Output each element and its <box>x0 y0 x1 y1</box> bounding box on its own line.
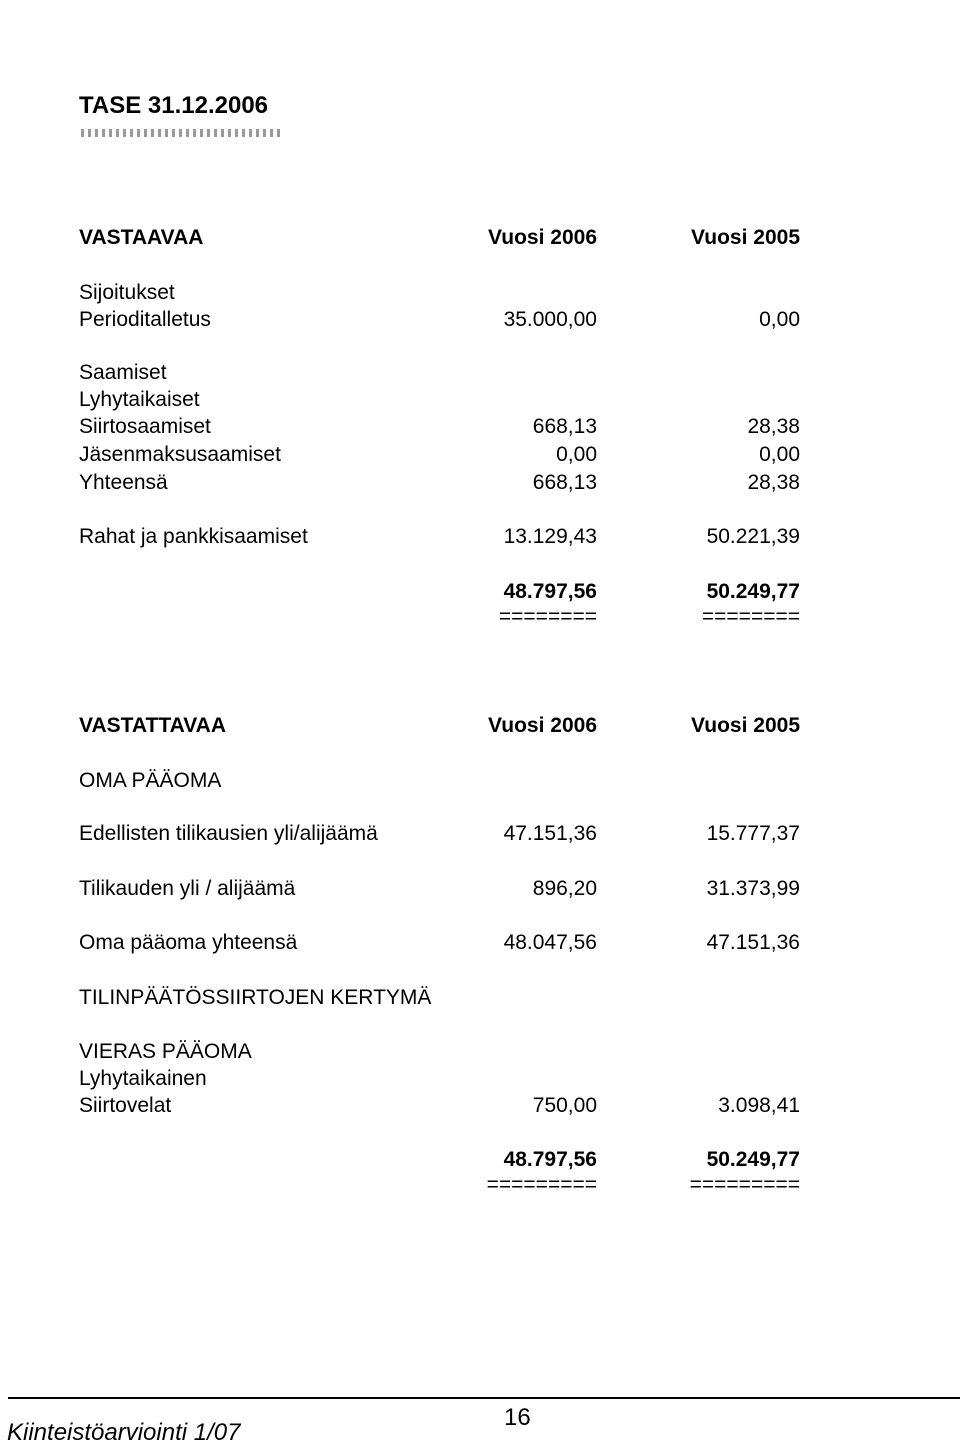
membership-receivables-label: Jäsenmaksusaamiset <box>79 443 281 466</box>
debt-heading-row <box>0 1038 960 1066</box>
short-term-receivables-heading: Lyhytaikaiset <box>79 388 200 411</box>
assets-total-row <box>0 578 960 606</box>
period-result-row <box>0 875 960 903</box>
liabilities-header-row <box>0 712 960 740</box>
equity-heading: OMA PÄÄOMA <box>79 769 222 792</box>
footer-document-name: Kiinteistöarviointi 1/07 <box>7 1419 241 1446</box>
receivables-total-label: Yhteensä <box>79 471 168 494</box>
debt-heading: VIERAS PÄÄOMA <box>79 1040 252 1063</box>
retained-earnings-label: Edellisten tilikausien yli/alijäämä <box>79 822 378 845</box>
assets-col-2005-header: Vuosi 2005 <box>691 226 800 249</box>
short-term-debt-heading: Lyhytaikainen <box>79 1067 207 1090</box>
receivables-total-row <box>0 469 960 497</box>
liabilities-total-rule-2005: ========= <box>689 1173 800 1196</box>
membership-receivables-2005: 0,00 <box>759 443 800 466</box>
assets-total-rule-2006: ======== <box>498 605 597 628</box>
liabilities-heading: VASTATTAVAA <box>79 714 226 737</box>
membership-receivables-row <box>0 441 960 469</box>
period-result-2006: 896,20 <box>532 877 597 900</box>
appropriations-heading-row <box>0 984 960 1012</box>
liabilities-col-2006-header: Vuosi 2006 <box>488 714 597 737</box>
liabilities-total-rule-2006: ========= <box>486 1173 597 1196</box>
page-title: TASE 31.12.2006 <box>79 92 269 119</box>
liabilities-total-2006: 48.797,56 <box>503 1148 597 1171</box>
cash-2005: 50.221,39 <box>706 525 800 548</box>
liabilities-total-2005: 50.249,77 <box>706 1148 800 1171</box>
membership-receivables-2006: 0,00 <box>556 443 597 466</box>
receivables-total-2005: 28,38 <box>747 471 800 494</box>
receivables-heading-row <box>0 359 960 387</box>
cash-label: Rahat ja pankkisaamiset <box>79 525 308 548</box>
accrued-liabilities-2006: 750,00 <box>532 1094 597 1117</box>
equity-total-label: Oma pääoma yhteensä <box>79 931 298 954</box>
accrued-liabilities-2005: 3.098,41 <box>718 1094 800 1117</box>
retained-earnings-row <box>0 820 960 848</box>
liabilities-total-rule-row <box>0 1171 960 1199</box>
investments-heading-row <box>0 279 960 307</box>
short-term-receivables-heading-row <box>0 386 960 414</box>
equity-heading-row <box>0 767 960 795</box>
receivables-total-2006: 668,13 <box>532 471 597 494</box>
period-result-2005: 31.373,99 <box>706 877 800 900</box>
term-deposit-row <box>0 306 960 334</box>
appropriations-heading: TILINPÄÄTÖSSIIRTOJEN KERTYMÄ <box>79 986 432 1009</box>
accrued-receivables-2006: 668,13 <box>532 415 597 438</box>
accrued-liabilities-row <box>0 1092 960 1120</box>
short-term-debt-heading-row <box>0 1065 960 1093</box>
assets-total-rule-2005: ======== <box>701 605 800 628</box>
term-deposit-2005: 0,00 <box>759 308 800 331</box>
assets-col-2006-header: Vuosi 2006 <box>488 226 597 249</box>
assets-heading: VASTAAVAA <box>79 226 204 249</box>
assets-total-2005: 50.249,77 <box>706 580 800 603</box>
equity-total-row <box>0 929 960 957</box>
term-deposit-2006: 35.000,00 <box>503 308 597 331</box>
cash-row <box>0 523 960 551</box>
period-result-label: Tilikauden yli / alijäämä <box>79 877 296 900</box>
page-number: 16 <box>504 1404 531 1431</box>
accrued-receivables-label: Siirtosaamiset <box>79 415 211 438</box>
footer-divider <box>8 1397 960 1399</box>
assets-total-2006: 48.797,56 <box>503 580 597 603</box>
term-deposit-label: Perioditalletus <box>79 308 211 331</box>
equity-total-2006: 48.047,56 <box>503 931 597 954</box>
cash-2006: 13.129,43 <box>503 525 597 548</box>
assets-header-row <box>0 224 960 252</box>
liabilities-col-2005-header: Vuosi 2005 <box>691 714 800 737</box>
retained-earnings-2006: 47.151,36 <box>503 822 597 845</box>
investments-heading: Sijoitukset <box>79 281 175 304</box>
retained-earnings-2005: 15.777,37 <box>706 822 800 845</box>
title-underline <box>81 129 283 137</box>
liabilities-total-row <box>0 1146 960 1174</box>
equity-total-2005: 47.151,36 <box>706 931 800 954</box>
receivables-heading: Saamiset <box>79 361 167 384</box>
accrued-receivables-row <box>0 413 960 441</box>
accrued-liabilities-label: Siirtovelat <box>79 1094 172 1117</box>
assets-total-rule-row <box>0 603 960 631</box>
accrued-receivables-2005: 28,38 <box>747 415 800 438</box>
